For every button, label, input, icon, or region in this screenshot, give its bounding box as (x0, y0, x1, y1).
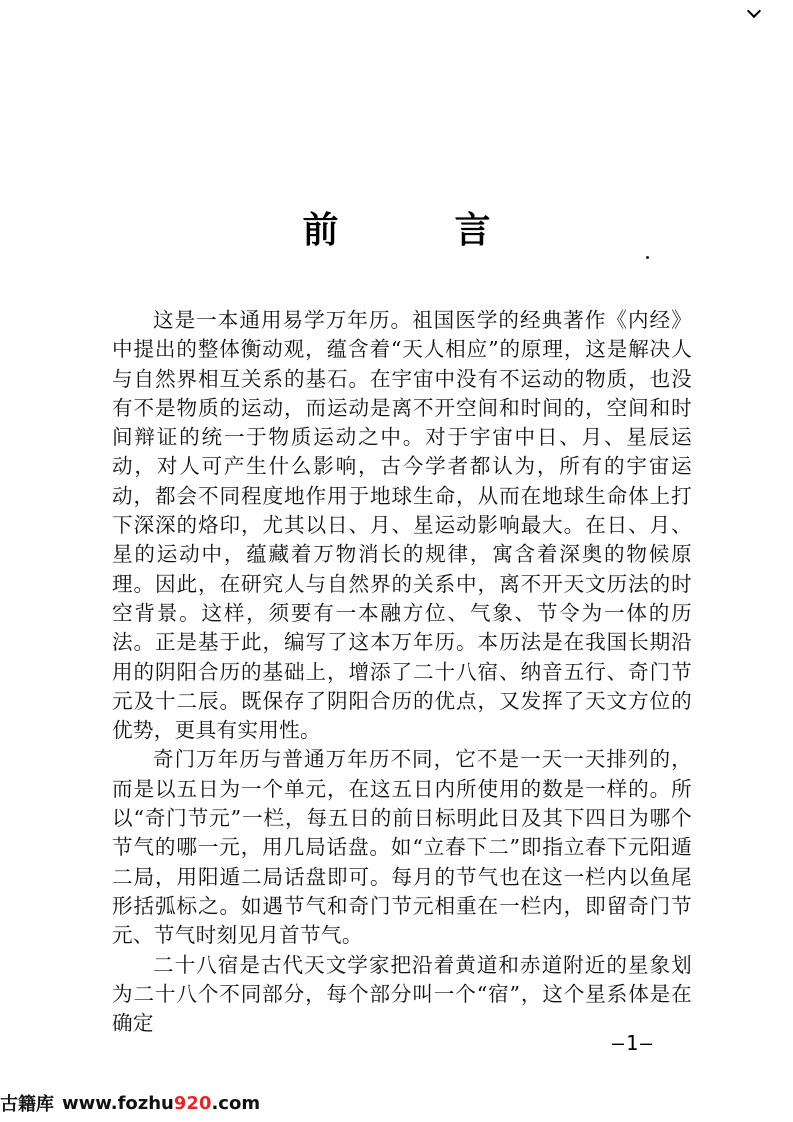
paragraph-3: 二十八宿是古代天文学家把沿着黄道和赤道附近的星象划为二十八个不同部分，每个部分叫一个“宿”，这个星系体是在确定 (112, 952, 692, 1036)
watermark-url-suffix: .com (211, 1092, 261, 1114)
watermark-url-prefix: www.fozhu (62, 1092, 174, 1114)
paragraph-2: 奇门万年历与普通万年历不同，它不是一天一天排列的，而是以五日为一个单元，在这五日内所使用的数是一样的。所以“奇门节元”一栏，每五日的前日标明此日及其下四日为哪个节气的哪一元，用几局话盘。如“立春下二”即指立春下元阳遁二局，用阳遁二局话盘即可。每月的节气也在这一栏内以鱼尾形括弧标之。如遇节气和奇门节元相重在一栏内，即留奇门节元、节气时刻见月首节气。 (112, 747, 692, 948)
watermark-url-number: 920 (173, 1092, 212, 1114)
watermark-site-name: 古籍库 (0, 1094, 54, 1115)
body-text (112, 306, 692, 1038)
page-number: —1— (612, 1031, 655, 1055)
watermark (0, 1084, 262, 1122)
corner-fold-mark (747, 4, 761, 18)
paragraph-1: 这是一本通用易学万年历。祖国医学的经典著作《内经》中提出的整体衡动观，蕴含着“天人相应”的原理，这是解决人与自然界相互关系的基石。在宇宙中没有不运动的物质，也没有不是物质的运动，而运动是离不开空间和时间的，空间和时间辩证的统一于物质运动之中。对于宇宙中日、月、星辰运动，对人可产生什么影响，古今学者都认为，所有的宇宙运动，都会不同程度地作用于地球生命，从而在地球生命体上打下深深的烙印，尤其以日、月、星运动影响最大。在日、月、星的运动中，蕴藏着万物消长的规律，寓含着深奥的物候原理。因此，在研究人与自然界的关系中，离不开天文历法的时空背景。这样，须要有一本融方位、气象、节令为一体的历法。正是基于此，编写了这本万年历。本历法是在我国长期沿用的阴阳合历的基础上，增添了二十八宿、纳音五行、奇门节元及十二辰。既保存了阴阳合历的优点，又发挥了天文方位的优势，更具有实用性。 (112, 308, 693, 743)
page-title: 前 言 (302, 210, 531, 251)
scan-speck (646, 256, 649, 259)
